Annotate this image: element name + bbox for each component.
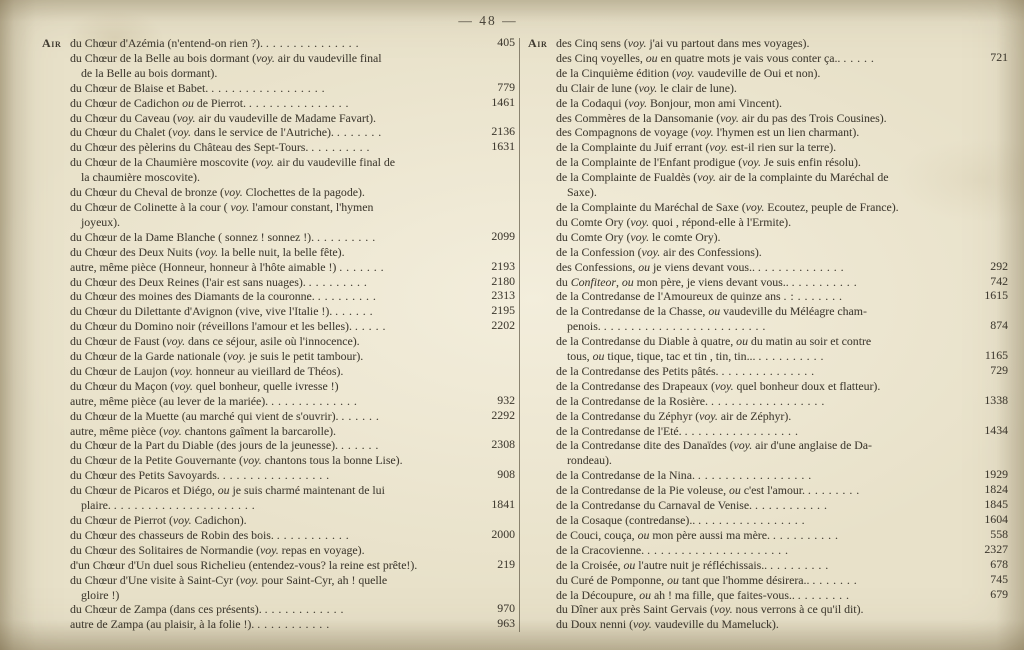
index-entry [556, 140, 1008, 155]
entry-text: du Chœur de Colinette à la cour ( voy. l'amour constant, l'hymen joyeux). [70, 199, 374, 229]
entry-text: de la Cosaque (contredanse).. . . . . . . . . . . . . . . . . [556, 513, 806, 527]
entry-text: du Chœur du Chalet (voy. dans le service de l'Autriche). . . . . . . . [70, 125, 382, 140]
entry-text: d'un Chœur d'Un duel sous Richelieu (entendez-vous? la reine est prête!). [70, 557, 418, 572]
index-entry [556, 81, 1008, 96]
entry-page-number: 874 [990, 318, 1008, 333]
index-entry [556, 304, 1008, 334]
index-entry [556, 438, 1008, 468]
entry-text: du Chœur des chasseurs de Robin des bois. . . . . . . . . . . . [70, 527, 350, 542]
entry-text: du Chœur des Petits Savoyards. . . . . . . . . . . . . . . . . [70, 468, 330, 483]
index-entry [70, 409, 515, 424]
dot-leader: . . . . . . [340, 438, 379, 453]
entry-text: de la Contredanse de l'Amoureux de quinze ans . : . . . . . . . [556, 289, 843, 304]
dot-leader: . . . . . . . . . . . . [264, 602, 344, 617]
entry-text: de la Contredanse des Petits pâtés. . . . . . . . . . . . . . . [556, 363, 815, 378]
index-entry [556, 409, 1008, 424]
index-entry [70, 617, 515, 632]
dot-leader: . . . . . . . . . . . [754, 498, 828, 513]
index-entry [70, 513, 515, 528]
dot-leader: . . . . . . . . . . . [257, 617, 330, 632]
index-entry [556, 275, 1008, 290]
index-entry [556, 170, 1008, 200]
entry-text: des Cinq sens (voy. j'ai vu partout dans mes voyages). [556, 36, 810, 50]
dot-leader: . . . . . . . . . [308, 274, 368, 289]
entry-text: du Chœur de la Chaumière moscovite (voy. air du vaudeville final de la chaumière moscovite). [70, 155, 395, 185]
entry-page-number: 678 [990, 556, 1008, 571]
dot-leader: . . . . . [354, 319, 386, 334]
entry-text: de la Croisée, ou l'autre nuit je réfléchissais.. . . . . . . . . . [556, 557, 829, 572]
entry-page-number: 1434 [984, 422, 1008, 437]
index-entry [70, 468, 515, 483]
index-entry [556, 543, 1008, 558]
dot-leader: . . . . . . . . . . . . . . [721, 363, 815, 378]
entries-left [70, 36, 515, 632]
entry-text: du Chœur de Pierrot (voy. Cadichon). [70, 513, 247, 527]
entry-page-number: 558 [990, 526, 1008, 541]
entry-page-number: 1845 [984, 497, 1008, 512]
dot-leader: . . . . . . . . . . [772, 527, 839, 542]
entry-text: du Chœur de la Part du Diable (des jours de la jeunesse). . . . . . . [70, 438, 379, 453]
dot-leader: . . . . . . . . . . [758, 349, 824, 364]
entry-page-number: 1604 [984, 512, 1008, 526]
index-entry [70, 275, 515, 290]
entry-text: du Chœur de Blaise et Babet. . . . . . . . . . . . . . . . . . [70, 80, 326, 95]
entry-text: du Clair de lune (voy. le clair de lune). [556, 80, 737, 95]
column-lead-word: Air [528, 36, 548, 50]
entry-page-number: 2136 [491, 124, 515, 139]
index-entry [556, 111, 1008, 126]
dot-leader: . . . . . . . . . . [791, 274, 858, 289]
entry-page-number: 679 [990, 586, 1008, 601]
index-entry [70, 543, 515, 558]
entry-text: des Cinq voyelles, ou en quatre mots je vais vous conter ça.. . . . . . [556, 50, 875, 65]
index-entry [556, 125, 1008, 140]
index-entry [70, 573, 515, 603]
entry-page-number: 2193 [491, 258, 515, 273]
index-entry [556, 334, 1008, 364]
index-entry [556, 379, 1008, 394]
entry-text: du Chœur des pèlerins du Château des Sept-Tours. . . . . . . . . . [70, 140, 370, 155]
dot-leader: . . . . . . . . . . . . . . . . . [684, 423, 799, 438]
entry-page-number: 742 [990, 273, 1008, 288]
entry-page-number: 219 [497, 556, 515, 571]
index-entry [556, 558, 1008, 573]
index-entry [556, 230, 1008, 245]
entry-text: du Chœur de Picaros et Diégo, ou je suis charmé maintenant de lui plaire. . . . . . . . . . . . . . . . . . . . . . [70, 483, 385, 513]
index-entry [556, 602, 1008, 617]
entry-text: autre, même pièce (au lever de la mariée). . . . . . . . . . . . . . [70, 393, 358, 408]
entry-text: du Chœur de la Belle au bois dormant (voy. air du vaudeville final de la Belle au bois dormant). [70, 50, 382, 80]
index-entry [70, 140, 515, 155]
entry-page-number: 2308 [491, 437, 515, 452]
index-column-right [528, 36, 1008, 632]
dot-leader: . . . . . . . . . . . . . . . . . [697, 468, 812, 483]
dot-leader: . . . . . . [341, 408, 380, 423]
entry-text: du Chœur du Maçon (voy. quel bonheur, quelle ivresse !) [70, 378, 339, 393]
index-entry [70, 289, 515, 304]
entry-page-number: 1338 [984, 392, 1008, 407]
entry-page-number: 721 [990, 49, 1008, 64]
column-divider [519, 38, 520, 632]
index-entry [70, 364, 515, 379]
entry-text: de la Contredanse du Carnaval de Venise. . . . . . . . . . . . [556, 498, 828, 513]
entry-page-number: 1929 [984, 467, 1008, 482]
index-entry [556, 498, 1008, 513]
entry-text: autre, même pièce (Honneur, honneur à l'hôte aimable !) . . . . . . . [70, 259, 385, 274]
dot-leader: . . . . . . . . . . . . . [757, 259, 845, 274]
entry-text: du Chœur de Faust (voy. dans ce séjour, asile où l'innocence). [70, 334, 360, 349]
dot-leader: . . . . . . . . . . . . . . . . . [710, 393, 825, 408]
entries-right [556, 36, 1008, 632]
index-entry [556, 200, 1008, 215]
entry-text: du Confiteor, ou mon père, je viens devant vous.. . . . . . . . . . . [556, 274, 858, 289]
index-entry [556, 245, 1008, 260]
index-entry [556, 394, 1008, 409]
entry-text: des Compagnons de voyage (voy. l'hymen est un lien charmant). [556, 125, 860, 140]
index-entry [70, 438, 515, 453]
index-entry [70, 453, 515, 468]
entry-page-number: 1841 [491, 497, 515, 512]
entry-text: du Chœur d'Azémia (n'entend-on rien ?). . . . . . . . . . . . . . . [70, 36, 360, 50]
index-entry [70, 36, 515, 51]
entry-text: de la Complainte du Juif errant (voy. est-il rien sur la terre). [556, 140, 837, 155]
entry-text: autre, même pièce (voy. chantons gaîment la barcarolle). [70, 423, 336, 438]
index-entry [556, 155, 1008, 170]
page-number-header: — 48 — [458, 13, 518, 28]
dot-leader: . . . . . . . . . [770, 557, 829, 572]
dot-leader: . . . . . . . . . . . . . [271, 393, 358, 408]
dot-leader: . . . . . . . . . . . . . . . . . . . . . [113, 498, 256, 513]
dot-leader: . . . . . . [335, 304, 374, 319]
entry-text: du Chœur de la Muette (au marché qui vient de s'ouvrir). . . . . . . [70, 408, 380, 423]
dot-leader: . . . . . . . . . [311, 140, 370, 155]
index-entry [70, 260, 515, 275]
dot-leader: . . . . . [843, 50, 875, 65]
dot-leader: . . . . . . . . [797, 587, 850, 602]
entry-page-number: 1824 [984, 482, 1008, 497]
index-entry [70, 96, 515, 111]
entry-text: du Chœur des Deux Nuits (voy. la belle nuit, la belle fête). [70, 244, 345, 259]
dot-leader: . . . . . . . . . [317, 229, 376, 244]
entry-text: de la Contredanse du Zéphyr (voy. air de Zéphyr). [556, 408, 792, 423]
index-entry [70, 304, 515, 319]
entry-text: de la Complainte du Maréchal de Saxe (voy. Ecoutez, peuple de France). [556, 199, 899, 214]
entry-text: de la Contredanse du Diable à quatre, ou du matin au soir et contre tous, ou tique, tique, tac et tin , tin, tin... . . . . . . . . . . [556, 334, 872, 364]
entry-page-number: 1461 [491, 94, 515, 109]
index-entry [556, 617, 1008, 632]
dot-leader: . . . . . . . . . . . . . . . . [222, 468, 330, 483]
entry-page-number: 2099 [491, 228, 515, 243]
dot-leader: . : . . . . . . . [783, 289, 843, 304]
entry-text: du Chœur de Cadichon ou de Pierrot. . . . . . . . . . . . . . . . [70, 95, 349, 110]
entry-page-number: 1631 [491, 139, 515, 154]
dot-leader: . . . . . . . [336, 125, 382, 140]
index-column-left [42, 36, 515, 632]
index-entry [70, 334, 515, 349]
index-entry [70, 51, 515, 81]
dot-leader: . . . . . . . . . . . . . . . . [698, 513, 806, 527]
index-entry [70, 349, 515, 364]
index-entry [70, 424, 515, 439]
column-lead-word: Air [42, 36, 62, 50]
entry-text: du Chœur du Domino noir (réveillons l'amour et les belles). . . . . . [70, 319, 386, 334]
entry-text: des Commères de la Dansomanie (voy. air du pas des Trois Cousines). [556, 110, 887, 125]
entry-page-number: 1615 [984, 288, 1008, 303]
entry-page-number: 963 [497, 616, 515, 631]
entry-text: du Curé de Pomponne, ou tant que l'homme désirera.. . . . . . . . [556, 572, 858, 587]
entry-page-number: 405 [497, 35, 515, 49]
index-entry [556, 573, 1008, 588]
index-entry [556, 364, 1008, 379]
index-entry [556, 260, 1008, 275]
entry-page-number: 745 [990, 571, 1008, 586]
entry-page-number: 1165 [984, 348, 1008, 363]
entry-text: autre de Zampa (au plaisir, à la folie !). . . . . . . . . . . . [70, 617, 330, 632]
entry-text: de la Complainte de l'Enfant prodigue (voy. Je suis enfin résolu). [556, 155, 861, 170]
index-entry [70, 125, 515, 140]
dot-leader: . . . . . . . . . . . . . . [265, 36, 360, 50]
dot-leader: . . . . . . . [812, 572, 858, 587]
index-entry [70, 319, 515, 334]
dot-leader: . . . . . . . . . . . [276, 527, 350, 542]
dot-leader: . . . . . . . . . . . . . . . . . . . . . . . . [603, 319, 766, 334]
entry-text: du Chœur des moines des Diamants de la couronne. . . . . . . . . . [70, 289, 377, 304]
index-entry [556, 468, 1008, 483]
entry-text: du Comte Ory (voy. le comte Ory). [556, 229, 721, 244]
entry-text: de Couci, couça, ou mon père aussi ma mère. . . . . . . . . . . [556, 527, 839, 542]
entry-text: du Dîner aux près Saint Gervais (voy. nous verrons à ce qu'il dit). [556, 602, 864, 617]
entry-text: de la Confession (voy. air des Confessions). [556, 244, 762, 259]
entry-text: du Chœur des Solitaires de Normandie (voy. repas en voyage). [70, 542, 365, 557]
index-entry [556, 424, 1008, 439]
entry-text: de la Contredanse de la Chasse, ou vaudeville du Méléagre cham- penois. . . . . . . . . . . . . . . . . . . . . . . . . [556, 304, 867, 334]
entry-page-number: 932 [497, 392, 515, 407]
entry-text: de la Cinquième édition (voy. vaudeville de Oui et non). [556, 65, 821, 80]
entry-page-number: 970 [497, 601, 515, 616]
index-entry [556, 51, 1008, 66]
dot-leader: . . . . . . . [339, 259, 385, 274]
entry-page-number: 908 [497, 467, 515, 482]
index-entry [70, 394, 515, 409]
entry-text: des Confessions, ou je viens devant vous.. . . . . . . . . . . . . . [556, 259, 845, 274]
entry-text: de la Contredanse de la Rosière. . . . . . . . . . . . . . . . . . [556, 393, 825, 408]
index-entry [556, 513, 1008, 528]
index-entry [70, 185, 515, 200]
index-entry [70, 602, 515, 617]
entry-page-number: 2313 [491, 288, 515, 303]
index-entry [556, 483, 1008, 498]
entry-text: du Chœur d'Une visite à Saint-Cyr (voy. pour Saint-Cyr, ah ! quelle gloire !) [70, 572, 388, 602]
index-entry [70, 379, 515, 394]
entry-text: du Chœur de la Petite Gouvernante (voy. chantons tous la bonne Lise). [70, 453, 403, 468]
index-entry [556, 528, 1008, 543]
index-entry [70, 483, 515, 513]
entry-page-number: 292 [990, 258, 1008, 273]
entry-text: du Chœur de la Garde nationale (voy. je suis le petit tambour). [70, 349, 364, 364]
entry-page-number: 2292 [491, 407, 515, 422]
entry-text: de la Contredanse des Drapeaux (voy. quel bonheur doux et flatteur). [556, 378, 881, 393]
entry-text: du Chœur de Laujon (voy. honneur au vieillard de Théos). [70, 363, 344, 378]
index-entry [556, 215, 1008, 230]
entry-text: du Chœur du Cheval de bronze (voy. Clochettes de la pagode). [70, 185, 365, 200]
index-entry [556, 588, 1008, 603]
entry-text: du Chœur de Zampa (dans ces présents). . . . . . . . . . . . . [70, 602, 344, 617]
index-entry [556, 96, 1008, 111]
index-entry [556, 66, 1008, 81]
entry-page-number: 779 [497, 79, 515, 94]
index-entry [556, 36, 1008, 51]
entry-page-number: 729 [990, 362, 1008, 377]
entry-text: du Comte Ory (voy. quoi , répond-elle à l'Ermite). [556, 214, 792, 229]
index-entry [70, 155, 515, 185]
index-entry [70, 558, 515, 573]
dot-leader: . . . . . . . . . . . . . . . . . . . . . [647, 542, 789, 557]
entry-page-number: 2195 [491, 303, 515, 318]
entry-text: de la Découpure, ou ah ! ma fille, que faites-vous.. . . . . . . . . [556, 587, 850, 602]
index-entry [70, 245, 515, 260]
entry-page-number: 2180 [491, 273, 515, 288]
entry-text: du Chœur des Deux Reines (l'air est sans nuages). . . . . . . . . . [70, 274, 368, 289]
index-entry [70, 111, 515, 126]
dot-leader: . . . . . . . . . [317, 289, 377, 304]
entry-page-number: 2327 [984, 541, 1008, 556]
index-entry [70, 81, 515, 96]
dot-leader: . . . . . . . . . . . . . . . [248, 95, 349, 110]
entry-text: de la Contredanse de la Nina. . . . . . . . . . . . . . . . . . [556, 468, 812, 483]
entry-text: de la Contredanse de la Pie voleuse, ou c'est l'amour. . . . . . . . . [556, 483, 860, 498]
index-entry [556, 289, 1008, 304]
entry-text: du Chœur du Dilettante d'Avignon (vive, vive l'Italie !). . . . . . . [70, 304, 374, 319]
entry-text: du Doux nenni (voy. vaudeville du Mameluck). [556, 617, 779, 632]
entry-text: du Chœur de la Dame Blanche ( sonnez ! sonnez !). . . . . . . . . . [70, 229, 376, 244]
dot-leader: . . . . . . . . [807, 483, 860, 498]
entry-page-number: 2000 [491, 526, 515, 541]
entry-text: de la Complainte de Fualdès (voy. air de la complainte du Maréchal de Saxe). [556, 170, 889, 200]
dot-leader: . . . . . . . . . . . . . . . . . [211, 80, 326, 95]
entry-text: de la Codaqui (voy. Bonjour, mon ami Vincent). [556, 95, 782, 110]
entry-text: de la Cracovienne. . . . . . . . . . . . . . . . . . . . . . [556, 542, 789, 557]
entry-text: du Chœur du Caveau (voy. air du vaudeville de Madame Favart). [70, 110, 376, 125]
index-entry [70, 200, 515, 230]
entry-text: de la Contredanse dite des Danaïdes (voy. air d'une anglaise de Da- rondeau). [556, 438, 872, 468]
index-entry [70, 230, 515, 245]
entry-page-number: 2202 [491, 318, 515, 333]
index-entry [70, 528, 515, 543]
entry-text: de la Contredanse de l'Eté. . . . . . . . . . . . . . . . . . [556, 423, 799, 438]
